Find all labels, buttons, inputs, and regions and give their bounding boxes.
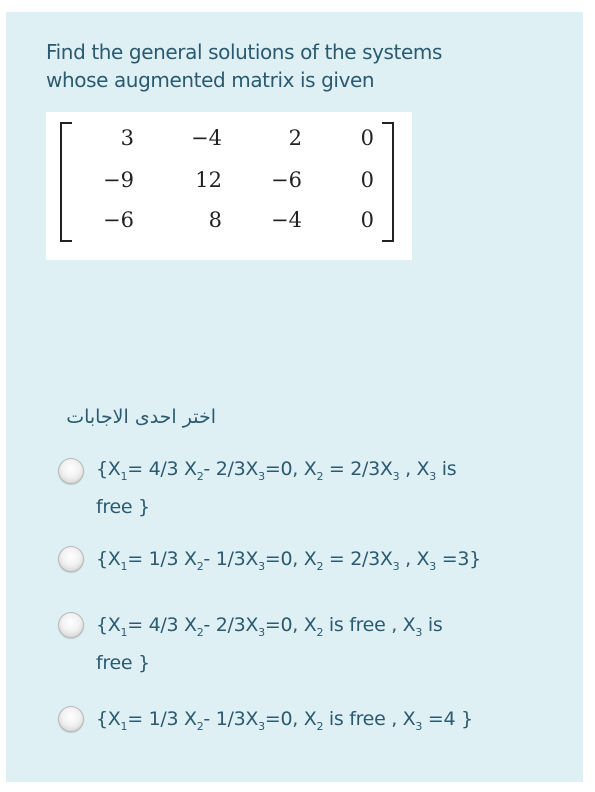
matrix-cell: −4 [191,126,222,150]
matrix-cell: 0 [360,126,374,150]
option-line-2: free } [96,651,150,674]
option-line-1: {$X_1= 4/3$ $X_2-$ $2/3X_3=0$, $X_2$ is free , $X_3$ is [96,614,443,639]
option-text [96,544,516,582]
matrix-cell: −9 [103,168,134,192]
question-line-1: Find the general solutions of the systems [46,40,443,64]
option-text [96,704,516,742]
option-text [96,454,516,522]
radio-button[interactable] [58,612,84,638]
matrix-right-bracket [382,122,394,242]
answer-prompt: اختر احدى الاجابات [66,406,216,428]
question-card [6,12,583,782]
matrix-cell: 8 [208,208,222,232]
matrix-left-bracket [60,122,72,242]
matrix-cell: −4 [271,208,302,232]
matrix-cell: 0 [360,168,374,192]
option-line-1: {$X_1= 4/3$ $X_2-$ $2/3X_3=0$, $X_2 = 2/3X_3$ , $X_3$ is [96,458,457,483]
matrix-cell: −6 [103,208,134,232]
question-line-2: whose augmented matrix is given [46,68,375,92]
radio-button[interactable] [58,546,84,572]
matrix-cell: 12 [195,168,222,192]
matrix-cell: −6 [271,168,302,192]
option-line-1: {$X_1= 1/3$ $X_2-$ $1/3X_3=0$, $X_2$ is free , $X_3 =4$ } [96,708,473,733]
option-line-2: free } [96,495,150,518]
matrix-cell: 0 [360,208,374,232]
option-text [96,610,516,678]
augmented-matrix [46,112,412,260]
matrix-cell: 2 [288,126,302,150]
option-line-1: {$X_1= 1/3$ $X_2-$ $1/3X_3=0$, $X_2 = 2/3X_3$ , $X_3 =3$} [96,548,481,573]
question-text [46,38,526,94]
radio-button[interactable] [58,706,84,732]
matrix-cell: 3 [120,126,134,150]
radio-button[interactable] [58,458,84,484]
